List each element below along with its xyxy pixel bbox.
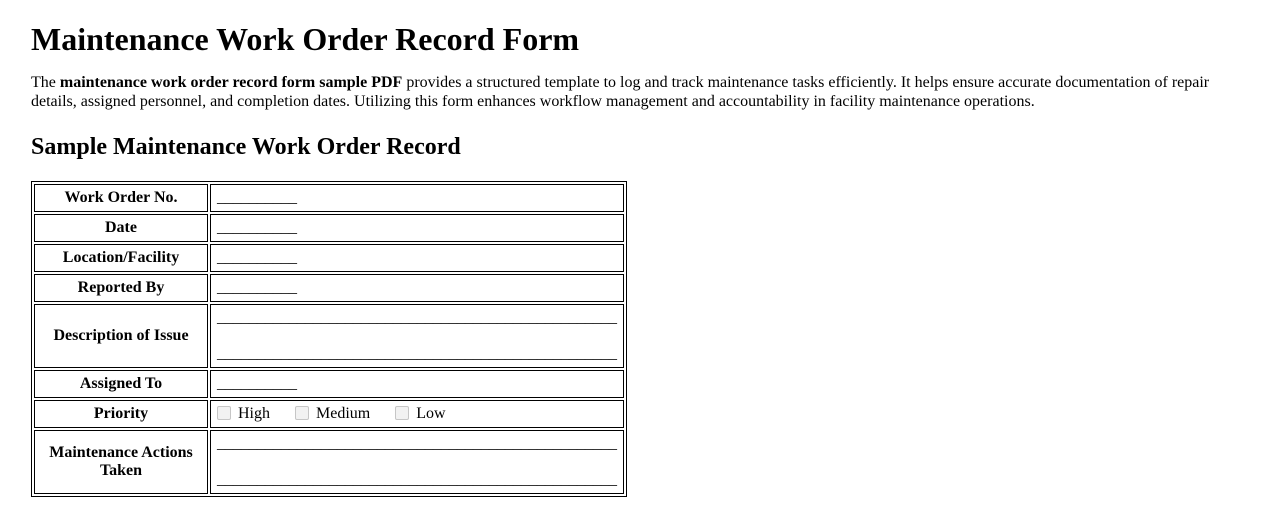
work-order-table [31,181,627,497]
priority-option-low[interactable] [395,405,445,422]
intro-text-bold: maintenance work order record form sample PDF [59,74,403,91]
intro-text-rest: provides a structured template to log and track maintenance tasks efficiently. It helps ensure accurate documentation of repair details, assigned personnel, and completion dates. Utilizing this form enhances workflow management and accountability in facility maintenance operations. [31,74,1210,110]
table-row-reported-by [34,274,624,302]
checkbox-icon-high[interactable] [217,406,231,420]
row-value-maintenance-actions-taken [210,430,624,494]
row-label-description-of-issue: Description of Issue [34,304,208,368]
table-row-maintenance-actions-taken [34,430,624,494]
row-value-reported-by [210,274,624,302]
priority-option-high[interactable] [217,405,270,422]
row-label-location-facility: Location/Facility [34,244,208,272]
row-value-assigned-to [210,370,624,398]
row-value-location-facility [210,244,624,272]
blank-line: __________________________________________________ [217,470,617,488]
blank-line: __________________________________________________ [217,434,617,452]
blank-line: __________ [217,248,297,266]
priority-label-low: Low [416,404,446,422]
row-label-maintenance-actions-taken: Maintenance Actions Taken [34,430,208,494]
checkbox-icon-medium[interactable] [295,406,309,420]
row-value-description-of-issue [210,304,624,368]
row-value-work-order-no [210,184,624,212]
row-label-assigned-to: Assigned To [34,370,208,398]
table-row-location-facility [34,244,624,272]
row-label-work-order-no: Work Order No. [34,184,208,212]
intro-text-prefix: The [31,74,56,91]
row-label-reported-by: Reported By [34,274,208,302]
blank-line: __________________________________________________ [217,308,617,326]
blank-line: __________ [217,218,297,236]
row-label-date: Date [34,214,208,242]
priority-label-high: High [238,404,270,422]
priority-label-medium: Medium [316,404,371,422]
checkbox-icon-low[interactable] [395,406,409,420]
intro-paragraph [31,74,1247,112]
blank-line: __________________________________________________ [217,344,617,362]
blank-line: __________ [217,374,297,392]
table-row-priority [34,400,624,428]
row-value-priority [210,400,624,428]
table-row-description-of-issue [34,304,624,368]
row-label-priority: Priority [34,400,208,428]
priority-option-medium[interactable] [295,405,370,422]
row-value-date [210,214,624,242]
section-heading: Sample Maintenance Work Order Record [31,133,461,160]
table-row-date [34,214,624,242]
page-title: Maintenance Work Order Record Form [31,21,580,57]
blank-line: __________ [217,188,297,206]
blank-line: __________ [217,278,297,296]
table-row-assigned-to [34,370,624,398]
table-row-work-order-no [34,184,624,212]
